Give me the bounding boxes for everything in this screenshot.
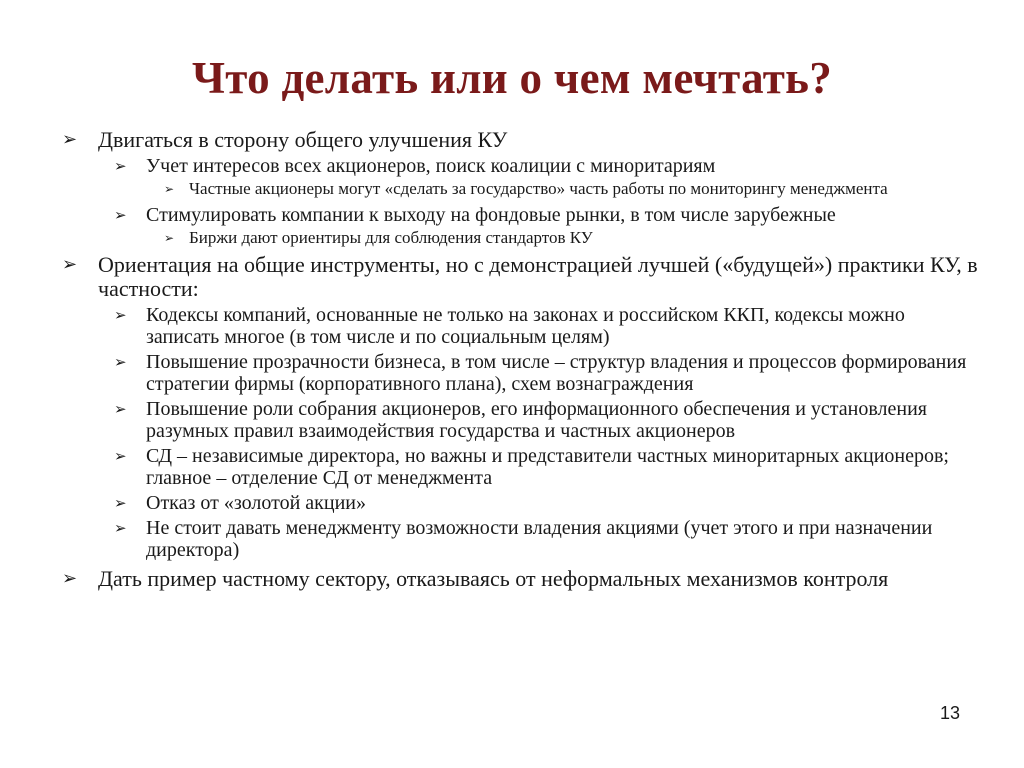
arrow-bullet-icon: ➢ xyxy=(62,568,78,589)
arrow-bullet-icon: ➢ xyxy=(164,231,175,245)
bullet-text: Повышение роли собрания акционеров, его информационного обеспечения и установления разумных правил взаимодействия государства и частных акционеров xyxy=(146,398,927,442)
arrow-bullet-icon: ➢ xyxy=(114,353,127,371)
bullet-list xyxy=(60,128,980,594)
arrow-bullet-icon: ➢ xyxy=(114,447,127,465)
sub-bullet-item xyxy=(60,304,980,348)
slide-title: Что делать или о чем мечтать? xyxy=(191,53,833,103)
arrow-bullet-icon: ➢ xyxy=(114,306,127,324)
bullet-item xyxy=(60,567,980,591)
bullet-item xyxy=(60,253,980,301)
bullet-text: Дать пример частному сектору, отказываясь от неформальных механизмов контроля xyxy=(98,566,889,591)
bullet-text: Не стоит давать менеджменту возможности владения акциями (учет этого и при назначении директора) xyxy=(146,517,933,561)
sub-bullet-item xyxy=(60,492,980,514)
bullet-text: Двигаться в сторону общего улучшения КУ xyxy=(98,127,508,152)
bullet-text: Частные акционеры могут «сделать за государство» часть работы по мониторингу менеджмента xyxy=(189,179,888,198)
sub-sub-bullet-item xyxy=(60,229,980,247)
arrow-bullet-icon: ➢ xyxy=(164,182,175,196)
bullet-text: Ориентация на общие инструменты, но с демонстрацией лучшей («будущей») практики КУ, в частности: xyxy=(98,252,978,301)
arrow-bullet-icon: ➢ xyxy=(114,157,127,175)
bullet-text: Повышение прозрачности бизнеса, в том числе – структур владения и процессов формирования стратегии фирмы (корпоративного плана), схем вознаграждения xyxy=(146,351,967,395)
arrow-bullet-icon: ➢ xyxy=(114,494,127,512)
sub-bullet-item xyxy=(60,204,980,226)
sub-bullet-item xyxy=(60,445,980,489)
bullet-text: Кодексы компаний, основанные не только на законах и российском ККП, кодексы можно записать многое (в том числе и по социальным целям) xyxy=(146,304,905,348)
bullet-item xyxy=(60,128,980,152)
arrow-bullet-icon: ➢ xyxy=(62,254,78,275)
sub-bullet-item xyxy=(60,517,980,561)
bullet-text: Биржи дают ориентиры для соблюдения стандартов КУ xyxy=(189,228,593,247)
arrow-bullet-icon: ➢ xyxy=(114,400,127,418)
bullet-text: СД – независимые директора, но важны и представители частных миноритарных акционеров; главное – отделение СД от менеджмента xyxy=(146,445,949,489)
sub-bullet-item xyxy=(60,351,980,395)
sub-bullet-item xyxy=(60,398,980,442)
bullet-text: Отказ от «золотой акции» xyxy=(146,492,366,514)
page-number: 13 xyxy=(939,703,960,723)
arrow-bullet-icon: ➢ xyxy=(62,129,78,150)
sub-bullet-item xyxy=(60,155,980,177)
arrow-bullet-icon: ➢ xyxy=(114,519,127,537)
bullet-text: Учет интересов всех акционеров, поиск коалиции с миноритариям xyxy=(146,155,716,177)
arrow-bullet-icon: ➢ xyxy=(114,206,127,224)
sub-sub-bullet-item xyxy=(60,180,980,198)
bullet-text: Стимулировать компании к выходу на фондовые рынки, в том числе зарубежные xyxy=(146,204,836,226)
